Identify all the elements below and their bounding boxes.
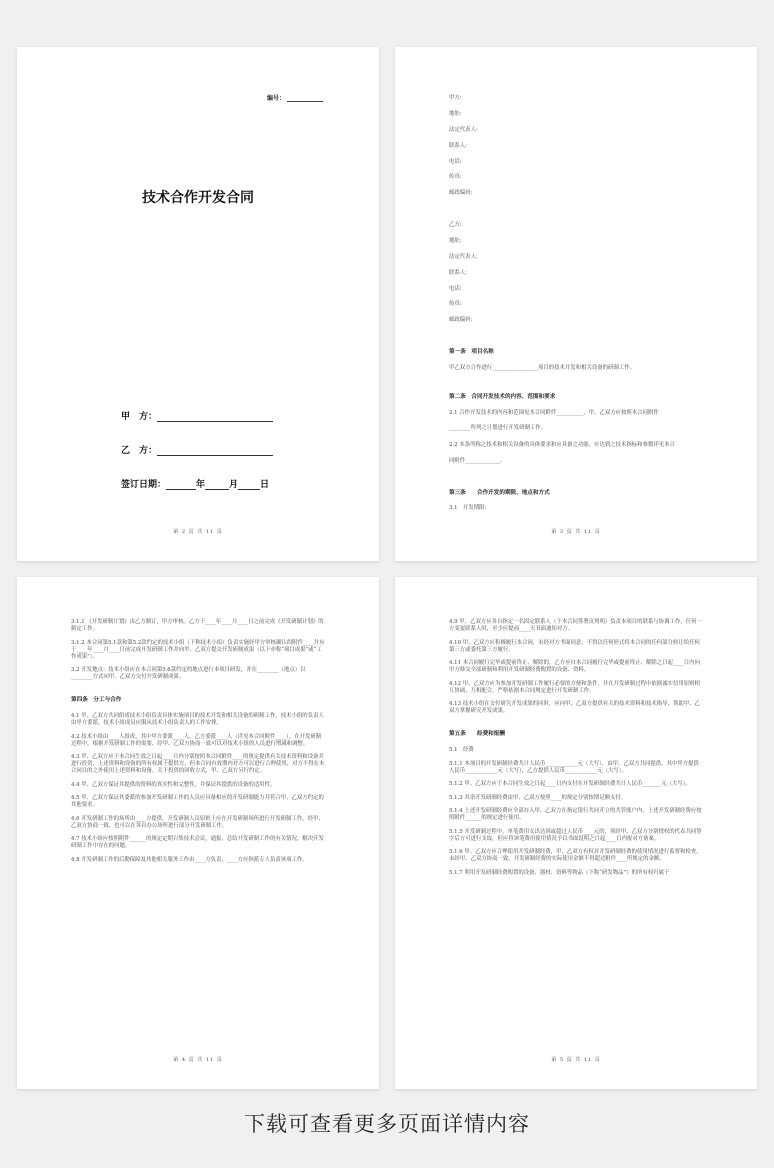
document-page-article-4-5 xyxy=(395,577,757,1089)
paragraph: 4.2 技术小组由____人组成，其中甲方委派____人，乙方委派____人（详见本合同附件____），在开发研制过程中，根据开发研制工作的需要，经甲、乙双方协商一致可以对技术小组的人员进行增减和调整。 xyxy=(71,733,322,747)
paragraph: 3.1.1 《开发研制计划》由乙方制订，甲方审核。乙方于____年____月____日之前完成《开发研制计划》的制定工作。 xyxy=(71,619,324,632)
article-3-heading: 第三条 合作开发的期限、地点和方式 xyxy=(449,490,550,496)
party-a-field: 联系人: xyxy=(449,143,467,149)
page-body xyxy=(71,619,325,870)
party-b-field: 邮政编码: xyxy=(449,317,473,323)
contract-number-blank xyxy=(287,95,323,102)
paragraph: 4.7 技术小组应按照附件______的规定定期召集技术会议，通报、总结开发研制工作的有关情况，解决开发研制工作中存在的问题。 xyxy=(71,836,324,849)
party-b-field: 电话: xyxy=(449,286,462,292)
paragraph: 4.6 开发研制工作的场所由____方提供，开发研制人员原则上应在开发研制场所进行开发研制工作，经甲、乙双方协商一致，也可以在各自办公场所进行部分开发研制工作。 xyxy=(71,815,324,829)
paragraph: 4.9 甲、乙双方应各自指定一名固定联系人（于本合同签署页列明）负责本项目的联系与协调工作，任何一方变更联系人时，至少应提前____天书面通知对方。 xyxy=(449,619,702,632)
paragraph: 5.1.2 甲、乙双方应于本合同生效之日起____日内支付在开发研制经费共计人民币_______元（大写）。 xyxy=(449,781,691,787)
article-2-text: 同附件_____________。 xyxy=(449,458,506,464)
party-a-field: 地址: xyxy=(449,111,462,117)
article-2-text: 2.2 本条所称之技术和相关设备的具体要求和应具备之功能、应达到之技术指标和参数详见本合 xyxy=(449,442,675,448)
page-footer: 第 2 页 共 11 页 xyxy=(173,529,223,535)
contract-number-field xyxy=(267,93,323,102)
party-b-blank xyxy=(157,447,273,456)
document-page-parties xyxy=(395,47,757,561)
paragraph: 5.1.1 本项目的开发研制经费共计人民币____________元（大写），由甲、乙双方共同提供，其中甲方提供人民币____________元（大写），乙方提供人民币____________元（大写）。 xyxy=(449,760,699,774)
article-4-heading: 第四条 分工与合作 xyxy=(71,697,122,703)
contract-number-label: 编号： xyxy=(266,95,285,102)
article-1-heading: 第一条 项目名称 xyxy=(449,349,494,355)
paragraph: 4.3 甲、乙双方应于本合同生效之日起____日内分别按照本合同附件____的规定提供有关技术资料和设备并进行投资，上述资料和设备的所有权属于提供方，但本合同有效期内对方可以进行合理使用，对方不得在本合同目的之外使用上述资料和设备。关于投资的回收方式，甲、乙双方另行约定。 xyxy=(71,754,325,774)
sign-date-label: 签订日期： xyxy=(121,480,167,490)
page-footer: 第 4 页 共 11 页 xyxy=(173,1057,223,1063)
article-2-text: 2.1 合作开发技术的内容和范围见本合同附件__________，甲、乙双方应按照本合同附件 xyxy=(449,410,659,416)
sign-date-line xyxy=(121,477,269,490)
party-b-field: 法定代表人: xyxy=(449,254,478,260)
paragraph: 4.13 技术小组在交付研究开发成果的同时，应向甲、乙双方提供有关的技术资料和技术指导、帮助甲、乙双方掌握研究开发成果。 xyxy=(449,701,700,714)
day-blank xyxy=(238,481,260,490)
party-b-signature-line xyxy=(121,443,273,456)
party-a-field: 传真: xyxy=(449,174,462,180)
party-a-blank xyxy=(157,413,273,422)
party-a-label: 甲 方： xyxy=(121,412,158,422)
paragraph: 3.1.2 本合同第5.1款和第5.2款约定的技术小组（下称技术小组）负责实施经甲方审核确认的附件____并应于____年____月____日前完成开发研制工作并向甲、乙双方提交开发研制成果（以下亦称“项目成果”或“工作成果”）。 xyxy=(71,639,325,660)
paragraph: 4.11 本合同履行完毕或提前终止、解除的，乙方应自本合同履行完毕或提前终止、解除之日起____日内向甲方移交全部研制和利用开发研制经费购置的设备、资料。 xyxy=(449,660,700,673)
party-b-field: 联系人: xyxy=(449,270,467,276)
page-footer: 第 3 页 共 11 页 xyxy=(551,529,601,535)
party-a-field: 甲方: xyxy=(449,95,462,101)
paragraph: 4.12 甲、乙双方应为参加开发研制工作履行必要的方便和条件，并在开发研制过程中依据诚实信用原则相互协调、互相配合，严格依据本合同规定进行开发研制工作。 xyxy=(449,680,700,694)
day-label: 日 xyxy=(260,480,270,490)
paragraph: 5.1.6 甲、乙双方应合理使用开发研制经费，甲、乙双方有权对开发研制经费的使用情况进行监督和检查，未经甲、乙双方协商一致，开发研制经费的实际使用金额不得超过附件____所规定的金额。 xyxy=(449,849,702,862)
document-title: 技术合作开发合同 xyxy=(142,190,254,206)
party-a-field: 法定代表人: xyxy=(449,127,478,133)
year-label: 年 xyxy=(196,480,206,490)
party-a-field: 邮政编码: xyxy=(449,190,473,196)
document-page-article-3-4 xyxy=(17,577,379,1089)
paragraph: 5.1.7 利用开发研制经费购置的设备、器材、资料等物品（下称“研发物品”）的所有权归属于 xyxy=(449,869,670,876)
party-b-field: 传真: xyxy=(449,301,462,307)
page-footer: 第 5 页 共 11 页 xyxy=(551,1057,601,1063)
year-blank xyxy=(166,481,196,490)
paragraph: 4.8 开发研制工作的后勤保障及其他相关服务工作由____方负责，____方应指派专人负责该项工作。 xyxy=(71,856,308,863)
article-2-text: ________所列之计划进行开发研制工作。 xyxy=(449,425,547,431)
paragraph: 5.1.4 上述开发研制经费应全部存入甲、乙双方在指定银行共同开立的共管账户内，上述开发研制经费应按照附件______的规定进行使用。 xyxy=(449,808,702,821)
party-b-field: 地址: xyxy=(449,238,462,244)
page-body xyxy=(449,619,703,883)
article-5-heading: 第五条 经费和报酬 xyxy=(449,731,505,737)
paragraph: 4.5 甲、乙双方保证其委派的参加开发研制工作的人员应具备相应的开发研制能力并符合甲、乙双方约定的其他要求。 xyxy=(71,795,324,808)
party-a-field: 电话: xyxy=(449,159,462,165)
paragraph: 4.1 甲、乙双方共同组成技术小组负责具体实施项目的技术开发和相关设备的研制工作，技术小组的负责人由甲方委派，技术小组成员应服从技术小组负责人的工作安排。 xyxy=(71,713,324,726)
article-1-text: 甲乙双方合作进行_________________项目的技术开发和相关设备的研制工作。 xyxy=(449,365,635,371)
paragraph: 3.2 开发地点：技术小组应在本合同第5.6款约定的地点进行本项目研发，并在________（地点）以________方式向甲、乙双方交付开发研制成果。 xyxy=(71,667,306,680)
article-3-text: 3.1 开发期限: xyxy=(449,505,487,511)
party-a-signature-line xyxy=(121,409,273,422)
paragraph: 5.1.5 开发研制过程中，单笔费用支出达到或超过人民币____元的，须经甲、乙双方分别授权的代表共同签字后方可进行支取，但应将该笔费用使用情况予以书面说明之日起____日内报对方备案。 xyxy=(449,828,702,842)
month-blank xyxy=(205,481,229,490)
document-page-cover xyxy=(17,47,379,561)
article-2-heading: 第二条 合同开发技术的内容、范围和要求 xyxy=(449,394,556,400)
party-b-label: 乙 方： xyxy=(121,446,158,456)
paragraph: 4.10 甲、乙双方应积极履行本合同，未经对方书面同意，不得以任何形式将本合同的任何部分转让给任何第三方或委托第三方履行。 xyxy=(449,639,700,653)
paragraph: 5.1 经费 xyxy=(449,747,474,753)
paragraph: 4.4 甲、乙双方保证其提供的资料的真实性和完整性，并保证其提供的设备的适用性。 xyxy=(71,781,276,788)
party-b-field: 乙方: xyxy=(449,222,462,228)
paragraph: 5.1.3 其余开发研制经费由甲、乙双方按照____的规定分别按期足额支付。 xyxy=(449,794,627,801)
month-label: 月 xyxy=(229,480,239,490)
preview-caption: 下载可查看更多页面详情内容 xyxy=(244,1112,530,1136)
